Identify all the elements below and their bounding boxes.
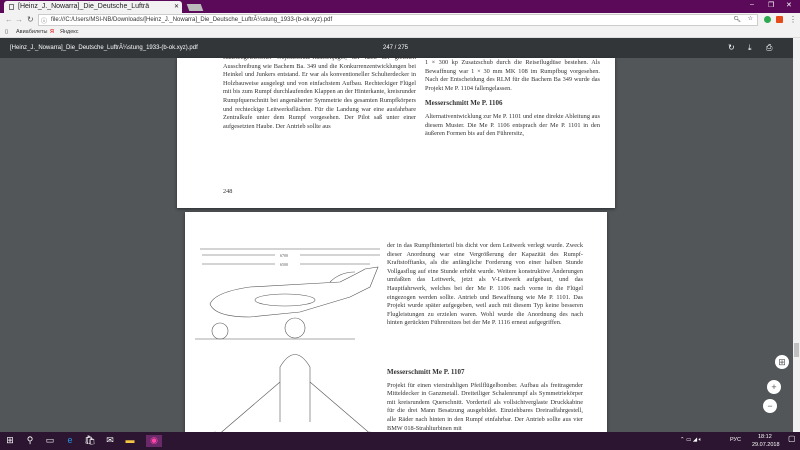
search-icon[interactable]: ⚲ bbox=[26, 435, 34, 445]
forward-icon[interactable]: → bbox=[15, 15, 23, 24]
url-text: file:///C:/Users/MSI-NB/Downloads/[Heinz_J._Nowarra]_Die_Deutsche_LuftrÃ¼stung_1933-(b-ok.xyz).pdf bbox=[51, 17, 333, 23]
edge-icon[interactable]: e bbox=[67, 435, 73, 445]
taskbar bbox=[0, 432, 800, 450]
bookmarks-bar bbox=[0, 27, 800, 38]
windows-start-icon[interactable]: ⊞ bbox=[6, 435, 14, 445]
dimension-label: 6500 bbox=[280, 262, 288, 267]
page-indicator[interactable]: 247 / 275 bbox=[383, 45, 409, 51]
language-indicator[interactable]: РУС bbox=[730, 437, 742, 443]
zoom-in-button[interactable]: + bbox=[767, 380, 781, 394]
text-column-right bbox=[425, 59, 600, 139]
extension-icon-2[interactable] bbox=[776, 16, 783, 23]
print-icon[interactable]: ⎙ bbox=[766, 43, 773, 52]
pdf-title: [Heinz_J._Nowarra]_Die_Deutsche_LuftrÃ¼stung_1933-(b-ok.xyz).pdf bbox=[10, 45, 198, 51]
paragraph: der in das Rumpfhinterteil bis dicht vor dem Leitwerk verlegt wurde. Zweck dieser Anordnung war eine Vergrößerung der Kapazität des Rumpf-Kraftstofftanks, als die anfängliche Forderung von einer halben Stunde Vollgasflug auf eine Stunde erhöht wurde. Weitere konstruktive Änderungen umfaßten das Leitwerk, jetzt als V-Leitwerk aufgebaut, und das Hauptfahrwerk, welches bei der Me P. 1106 nach vorne in die Flügel eingezogen werden sollte. Antrieb und Bewaffnung wie Me P. 1101. Das Projekt wurde später aufgegeben, weil auch mit diesem Typ keine besseren Flugleistungen zu erzielen waren. Wohl wurde die Anordnung des nach hinten gerückten Führersitzes bei der Me P. 1116 erneut aufgegriffen. bbox=[387, 242, 583, 327]
new-tab-button[interactable] bbox=[187, 4, 204, 11]
page-icon: ▯ bbox=[5, 29, 9, 35]
clock-time[interactable]: 18:12 bbox=[758, 434, 772, 440]
fit-page-button[interactable]: ⊞ bbox=[775, 355, 789, 369]
zoom-out-button[interactable]: − bbox=[763, 399, 777, 413]
url-input[interactable] bbox=[38, 14, 758, 26]
bookmark-yandex[interactable]: Яндекс bbox=[60, 29, 79, 35]
aircraft-drawing bbox=[190, 242, 390, 442]
paragraph: 1 × 300 kp Zusatzschub durch die Reiseflugdüse bestehen. Als Bewaffnung war 1 × 30 mm MK 108 im Rumpfbug vorgesehen. Nach der Entscheidung des RLM für die Bachem Ba 349 wurde das Projekt Me P. 1104 fallengelassen. bbox=[425, 59, 600, 92]
rotate-icon[interactable]: ↻ bbox=[728, 43, 735, 52]
scrollbar-thumb[interactable] bbox=[794, 343, 799, 357]
info-icon: ⓘ bbox=[41, 19, 48, 25]
menu-icon[interactable]: ⋮ bbox=[789, 15, 797, 24]
close-window-button[interactable]: ✕ bbox=[786, 2, 792, 9]
pdf-page-249 bbox=[185, 212, 607, 442]
tab-bar bbox=[0, 0, 800, 13]
yandex-icon: Я bbox=[50, 29, 54, 35]
text-column-left: Raketengetriebener Objektschutz-Raketenjäger, der nach der gleichen Ausschreibung wie Bachem Ba. 349 und die Konkurrenzentwicklungen bei Heinkel und Junkers entstand. Er war als konventioneller Schulterdecker in Holzbauweise ausgelegt und von einfachstem Aufbau. Rechteckiger Flügel mit bis zum Rumpf durchlaufenden Klappen an der Hinterkante, kreisrunder Rumpfquerschnitt bei angenäherter Symmetrie des gesamten Rumpfkörpers und rechteckige Leitwerksflächen. Für die Landung war eine ausfahrbare Zentralkufe unter dem Rumpf vorgesehen. Der Pilot saß unter einer aufgesetzten Haube. Der Antrieb sollte aus bbox=[223, 54, 416, 130]
download-icon[interactable]: ⤓ bbox=[748, 43, 752, 52]
store-icon[interactable]: 🛍︎ bbox=[84, 435, 96, 445]
section-heading: Messerschmitt Me P. 1106 bbox=[425, 99, 503, 108]
tab-pdf[interactable] bbox=[4, 1, 182, 13]
address-bar-row bbox=[0, 13, 800, 27]
task-view-icon[interactable]: ▭ bbox=[45, 435, 55, 445]
reload-icon[interactable]: ↻ bbox=[27, 15, 34, 24]
paragraph: Alternativentwicklung zur Me P. 1101 und eine direkte Ableitung aus diesem Muster. Die Me P. 1106 entsprach der Me P. 1101 in den äußeren Formen bis auf den Führersitz, bbox=[425, 112, 600, 138]
section-p1107 bbox=[387, 362, 583, 433]
network-icons[interactable]: ⌃ ▭ ◢ 🔈︎ bbox=[680, 437, 702, 443]
page-number: 248 bbox=[223, 188, 233, 195]
clock-date[interactable]: 29.07.2018 bbox=[752, 442, 780, 448]
section-heading: Messerschmitt Me P. 1107 bbox=[387, 368, 465, 376]
zoom-icon[interactable]: 🔍︎ bbox=[733, 17, 741, 23]
notifications-icon[interactable]: ▢ bbox=[788, 434, 796, 443]
scrollbar[interactable] bbox=[793, 38, 800, 432]
file-explorer-icon[interactable]: ▬ bbox=[125, 435, 135, 445]
star-icon[interactable]: ☆ bbox=[747, 16, 753, 22]
restore-button[interactable]: ❐ bbox=[768, 2, 775, 9]
extension-icon[interactable] bbox=[764, 16, 771, 23]
minimize-button[interactable]: – bbox=[750, 1, 754, 8]
tab-title: [Heinz_J._Nowarra]_Die_Deutsche_Lufträ bbox=[18, 3, 150, 10]
pdf-page-248 bbox=[177, 54, 615, 208]
mail-icon[interactable]: ✉ bbox=[106, 435, 114, 445]
page-icon bbox=[9, 4, 14, 10]
back-icon[interactable]: ← bbox=[5, 15, 13, 24]
close-tab-icon[interactable]: ✕ bbox=[173, 4, 179, 10]
bookmark-aviabilety[interactable]: Авиабилеты bbox=[16, 29, 48, 35]
dimension-label: 6700 bbox=[280, 253, 288, 258]
paragraph: Projekt für einen vierstrahligen Pfeilflügelbomber. Aufbau als freitragender Mitteldecker in Ganzmetall. Dreiteiliger Schalenrumpf als Symmetriekörper mit kreisrundem Querschnitt. Vorderteil als vollsichtverglaste Druckkabine für die drei Mann Besatzung ausgebildet. Einziehbares Dreiradfahrgestell, alle Räder nach hinten in den Rumpf einfahrbar. Der Antrieb sollte aus vier BMW 018-Strahlturbinen mit bbox=[387, 381, 583, 432]
chrome-icon[interactable]: ◉ bbox=[146, 435, 162, 447]
